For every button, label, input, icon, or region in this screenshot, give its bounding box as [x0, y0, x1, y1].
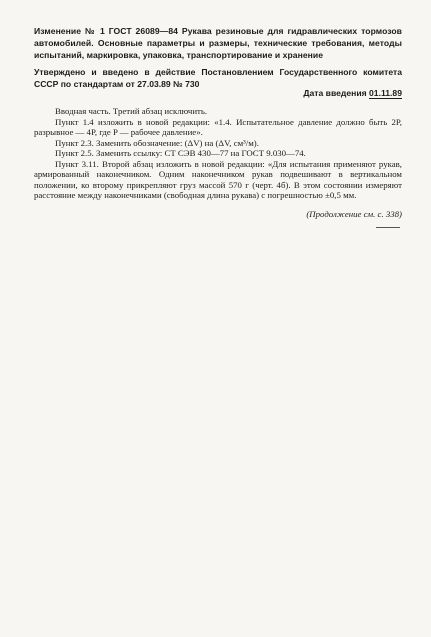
paragraph-clause-2-3: Пункт 2.3. Заменить обозначение: (ΔV) на (ΔV, см³/м). [55, 137, 259, 148]
approval-statement: Утверждено и введено в действие Постановлением Государственного комитета СССР по стандартам от 27.03.89 № 730 [34, 67, 402, 89]
effective-date-line [303, 87, 402, 99]
paragraph-clause-3-11: Пункт 3.11. Второй абзац изложить в новой редакции: «Для испытания применяют рукав, армированный наконечником. Одним наконечником рукав подвешивают в вертикальном положении, ко второму прикрепляют груз массой 570 г (черт. 4б). В этом состоянии измеряют расстояние между наконечниками (свободная длина рукава) с погрешностью ±0,5 мм. [34, 158, 402, 200]
amendment-title: Изменение № 1 ГОСТ 26089—84 Рукава резиновые для гидравлических тормозов автомобилей. Основные параметры и размеры, технические требования, методы испытаний, маркировка, упаковка, транспортирование и хранение [34, 26, 402, 60]
paragraph-clause-2-5: Пункт 2.5. Заменить ссылку: СТ СЭВ 430—77 на ГОСТ 9.030—74. [55, 148, 306, 158]
amendment-body [34, 106, 402, 201]
continuation-note: (Продолжение см. с. 338) [306, 209, 402, 219]
effective-date-value: 01.11.89 [369, 88, 402, 98]
effective-date-label: Дата введения [303, 88, 367, 98]
page-end-stroke [376, 227, 400, 228]
paragraph-clause-1-4: Пункт 1.4 изложить в новой редакции: «1.4. Испытательное давление должно быть 2P, разрывное — 4P, где P — рабочее давление». [34, 116, 402, 137]
paragraph-intro: Вводная часть. Третий абзац исключить. [55, 106, 208, 116]
